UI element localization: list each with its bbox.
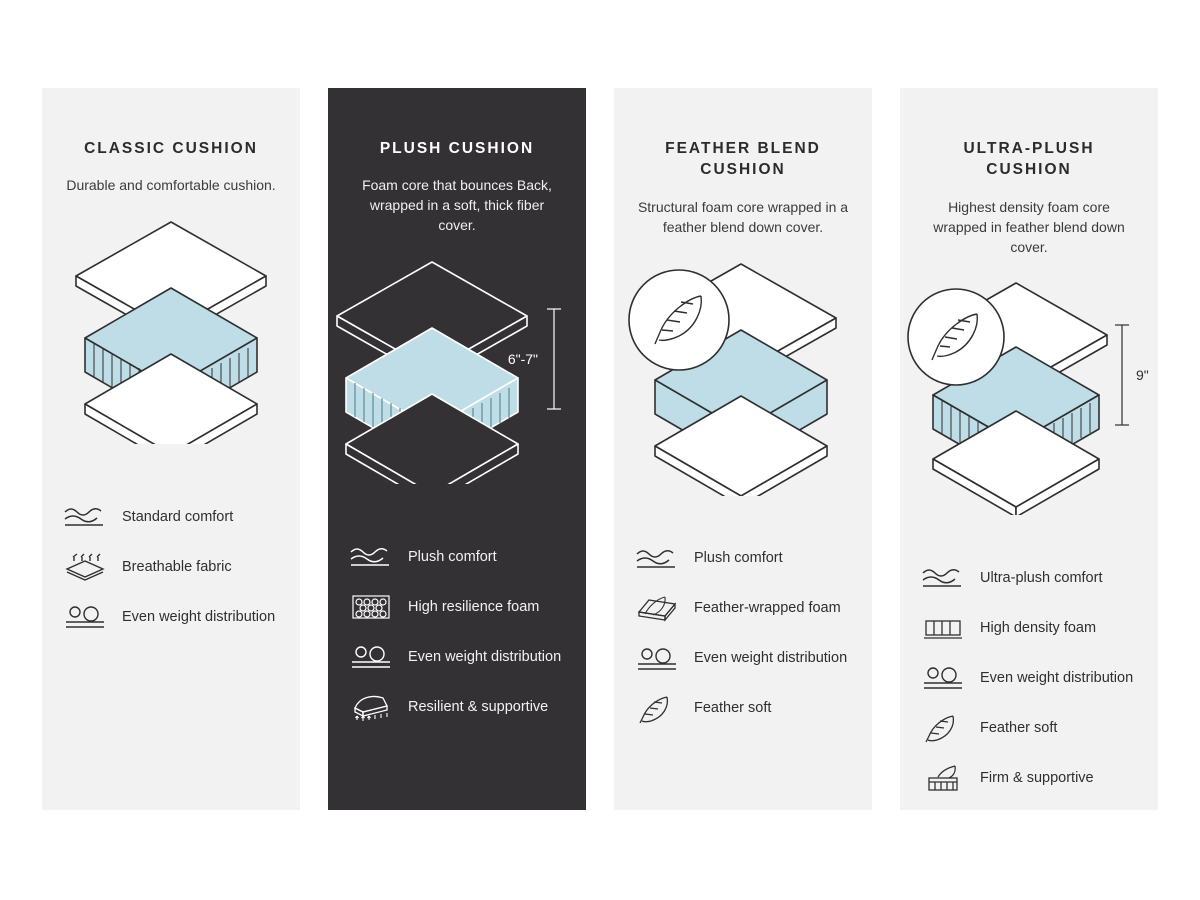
- weight-distribution-icon: [634, 642, 680, 676]
- weight-distribution-icon: [920, 661, 966, 695]
- breathable-fabric-icon: [62, 550, 108, 584]
- feature-item: [920, 703, 1138, 753]
- card-description: Structural foam core wrapped in a feather blend down cover.: [637, 198, 849, 235]
- feature-label: Breathable fabric: [122, 558, 232, 575]
- high-density-foam-icon: [920, 611, 966, 645]
- honeycomb-foam-icon: [348, 590, 394, 624]
- wave-lines-icon: [920, 561, 966, 595]
- feature-label: Even weight distribution: [980, 670, 1134, 687]
- feature-list: [348, 532, 566, 732]
- feature-label: Feather-wrapped foam: [694, 600, 841, 617]
- resilient-support-icon: [348, 690, 394, 724]
- wave-lines-icon: [62, 500, 108, 534]
- feature-label: Even weight distribution: [122, 608, 276, 625]
- feature-item: [920, 553, 1138, 603]
- feature-label: Ultra-plush comfort: [980, 570, 1103, 587]
- feature-label: Even weight distribution: [408, 648, 562, 665]
- feather-icon: [920, 711, 966, 745]
- feature-item: [62, 492, 280, 542]
- feature-label: Plush comfort: [408, 548, 497, 565]
- feature-label: Feather soft: [694, 700, 772, 717]
- card-title: FEATHER BLEND CUSHION: [665, 140, 821, 179]
- wave-lines-icon: [634, 542, 680, 576]
- card-description: Highest density foam core wrapped in feather blend down cover.: [933, 198, 1125, 255]
- feature-label: Feather soft: [980, 720, 1058, 737]
- cushion-card-ultra-plush[interactable]: [900, 88, 1158, 810]
- layered-cushion-diagram: [904, 275, 1154, 515]
- dimension-label: 9": [1136, 367, 1149, 384]
- cushion-illustration-plush: [328, 254, 586, 526]
- layered-cushion-diagram: [332, 254, 582, 484]
- feature-label: Standard comfort: [122, 508, 234, 525]
- feature-label: Plush comfort: [694, 550, 783, 567]
- feather-wrapped-foam-icon: [634, 592, 680, 626]
- card-title: ULTRA-PLUSH CUSHION: [963, 140, 1095, 179]
- dimension-label: 6"-7": [507, 351, 538, 367]
- feature-list: [920, 553, 1138, 803]
- feature-item: [348, 582, 566, 632]
- feature-item: [62, 592, 280, 642]
- card-description: Foam core that bounces Back, wrapped in a soft, thick fiber cover.: [362, 177, 552, 234]
- feature-item: [348, 682, 566, 732]
- cushion-card-classic[interactable]: [42, 88, 300, 810]
- cushion-illustration-ultra-plush: [900, 275, 1158, 547]
- layered-cushion-diagram: [623, 256, 863, 496]
- cushion-illustration-feather-blend: [614, 256, 872, 528]
- feature-list: [62, 492, 280, 642]
- feature-label: Firm & supportive: [980, 770, 1094, 787]
- weight-distribution-icon: [62, 600, 108, 634]
- feature-item: [920, 753, 1138, 803]
- feature-item: [634, 584, 852, 634]
- feature-label: Even weight distribution: [694, 650, 848, 667]
- feature-item: [348, 532, 566, 582]
- feature-item: [348, 632, 566, 682]
- feature-item: [634, 634, 852, 684]
- card-title: PLUSH CUSHION: [379, 140, 535, 157]
- feature-item: [920, 653, 1138, 703]
- card-title: CLASSIC CUSHION: [84, 140, 258, 157]
- cushion-card-plush[interactable]: [328, 88, 586, 810]
- feature-list: [634, 534, 852, 734]
- feature-item: [62, 542, 280, 592]
- layered-cushion-diagram: [61, 214, 281, 444]
- feature-label: Resilient & supportive: [408, 698, 549, 715]
- wave-lines-icon: [348, 540, 394, 574]
- card-description: Durable and comfortable cushion.: [66, 177, 276, 194]
- feature-label: High resilience foam: [408, 598, 540, 615]
- feature-item: [920, 603, 1138, 653]
- cushion-illustration-classic: [42, 214, 300, 486]
- weight-distribution-icon: [348, 640, 394, 674]
- feature-item: [634, 684, 852, 734]
- feature-item: [634, 534, 852, 584]
- firm-support-icon: [920, 761, 966, 795]
- cushion-card-feather-blend[interactable]: [614, 88, 872, 810]
- feature-label: High density foam: [980, 620, 1097, 637]
- feather-icon: [634, 692, 680, 726]
